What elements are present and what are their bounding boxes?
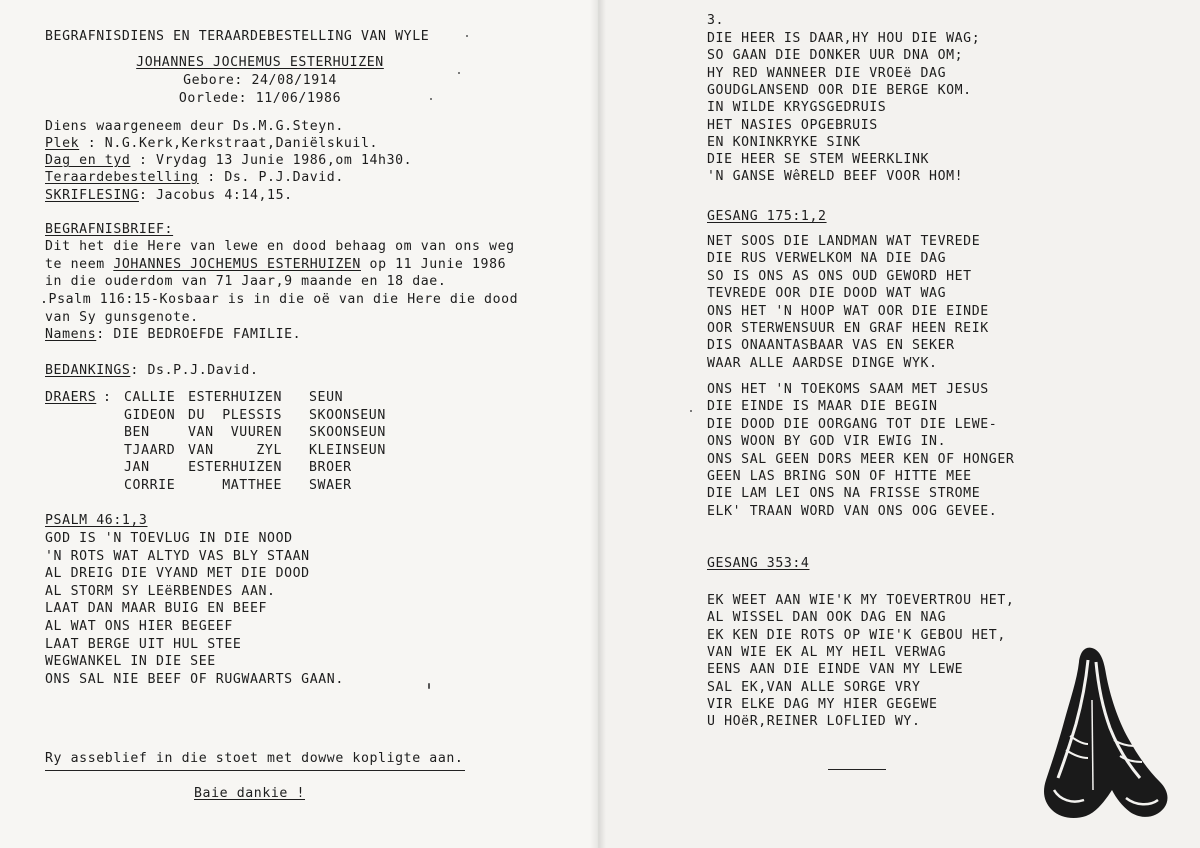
letter-label: BEGRAFNISBRIEF:	[45, 222, 174, 237]
psalm-line: LAAT BERGE UIT HUL STEE	[45, 636, 242, 652]
hymn3-line: U HOëR,REINER LOFLIED WY.	[707, 714, 921, 730]
speck	[428, 683, 430, 689]
hymn2-verse1-line: WAAR ALLE AARDSE DINGE WYK.	[707, 355, 938, 371]
hymn2-verse2-line: ONS HET 'N TOEKOMS SAAM MET JESUS	[707, 382, 989, 397]
letter-line-5: van Sy gunsgenote.	[45, 310, 199, 325]
hymn1-line: EN KONINKRYKE SINK	[707, 134, 861, 150]
footer-rule	[45, 770, 465, 771]
datetime-value: : Vrydag 13 Junie 1986,om 14h30.	[130, 153, 413, 168]
deceased-name: JOHANNES JOCHEMUS ESTERHUIZEN	[136, 55, 384, 70]
bearer-mid: VAN	[188, 425, 214, 440]
praying-hands-icon	[1030, 640, 1175, 825]
hymn2-verse2-line: ELK' TRAAN WORD VAN ONS OOG GEVEE.	[707, 503, 998, 519]
bearer-surname: ESTERHUIZEN	[188, 460, 282, 475]
hymn2-verse1-line: OOR STERWENSUUR EN GRAF HEEN REIK	[707, 321, 989, 336]
reading-label: SKRIFLESING	[45, 188, 139, 203]
hymn1-line: DIE HEER IS DAAR,HY HOU DIE WAG;	[707, 31, 981, 46]
hymn1-number: 3.	[707, 13, 725, 28]
reading-line	[45, 187, 293, 205]
bearer-relation: SEUN	[309, 390, 344, 405]
bearer-surname: MATTHEE	[222, 477, 282, 493]
thanks-label: BEDANKINGS	[45, 363, 131, 378]
reading-value: : Jacobus 4:14,15.	[138, 188, 293, 203]
bearer-mid: DU	[188, 407, 206, 423]
speck	[466, 35, 468, 37]
letter-line-2-pre: te neem	[45, 257, 114, 272]
burial-value: : Ds. P.J.David.	[198, 170, 344, 185]
letter-line-3: in die ouderdom van 71 Jaar,9 maande en 18 dae.	[45, 274, 447, 289]
thanks-line	[45, 362, 259, 380]
datetime-line	[45, 152, 412, 170]
letter-line-2	[45, 256, 506, 274]
bearer-surname: PLESSIS	[222, 407, 282, 423]
bearer-mid: VAN	[188, 442, 214, 458]
thank-you: Baie dankie !	[194, 786, 306, 801]
hymn2-verse1-line: NET SOOS DIE LANDMAN WAT TEVREDE	[707, 234, 981, 249]
hymn3-line: VAN WIE EK AL MY HEIL VERWAG	[707, 644, 947, 660]
hymn2-verse1-line: TEVREDE OOR DIE DOOD WAT WAG	[707, 286, 947, 302]
hymn1-line: IN WILDE KRYGSGEDRUIS	[707, 100, 887, 116]
hymn2-verse2-line: GEEN LAS BRING SON OF HITTE MEE	[707, 469, 972, 484]
bearer-first: CORRIE	[124, 477, 176, 493]
hymn2-verse1-line: DIE RUS VERWELKOM NA DIE DAG	[707, 251, 947, 267]
psalm-line: GOD IS 'N TOEVLUG IN DIE NOOD	[45, 531, 293, 546]
speck	[458, 72, 460, 74]
service-heading: BEGRAFNISDIENS EN TERAARDEBESTELLING VAN WYLE	[45, 29, 430, 44]
bearers-colon: :	[103, 390, 112, 405]
psalm-title: PSALM 46:1,3	[45, 513, 148, 528]
place-line	[45, 135, 378, 153]
bearer-first: CALLIE	[124, 390, 176, 405]
hymn2-verse1-line: ONS HET 'N HOOP WAT OOR DIE EINDE	[707, 303, 989, 319]
letter-line-4: .Psalm 116:15-Kosbaar is in die oë van die Here die dood	[40, 292, 519, 307]
letter-line-2-post: op 11 Junie 1986	[360, 257, 507, 272]
hymn3-line: SAL EK,VAN ALLE SORGE VRY	[707, 679, 921, 695]
hymn1-line: DIE HEER SE STEM WEERKLINK	[707, 152, 930, 168]
hymn3-line: VIR ELKE DAG MY HIER GEGEWE	[707, 696, 938, 712]
hymn2-verse2-line: DIE LAM LEI ONS NA FRISSE STROME	[707, 486, 981, 502]
hymn1-line: GOUDGLANSEND OOR DIE BERGE KOM.	[707, 82, 972, 98]
psalm-line: 'N ROTS WAT ALTYD VAS BLY STAAN	[45, 548, 310, 564]
letter-line-2-name: JOHANNES JOCHEMUS ESTERHUIZEN	[113, 257, 361, 272]
bearer-surname: VUUREN	[230, 425, 282, 440]
burial-line	[45, 169, 344, 187]
bearer-relation: SWAER	[309, 477, 352, 493]
names-line	[45, 326, 301, 344]
birth-date: Gebore: 24/08/1914	[183, 73, 337, 88]
burial-label: Teraardebestelling	[45, 170, 199, 185]
hymn1-line: HET NASIES OPGEBRUIS	[707, 117, 878, 133]
bearer-first: TJAARD	[124, 442, 176, 458]
bearer-relation: BROER	[309, 460, 352, 475]
thanks-value: : Ds.P.J.David.	[130, 363, 259, 378]
hymn2-title: GESANG 175:1,2	[707, 209, 827, 224]
names-label: Namens	[45, 327, 97, 342]
hymn3-line: EK WEET AAN WIE'K MY TOEVERTROU HET,	[707, 593, 1015, 608]
hymn2-verse2-line: DIE DOOD DIE OORGANG TOT DIE LEWE-	[707, 416, 998, 432]
bearer-relation: KLEINSEUN	[309, 442, 386, 458]
bearers-label: DRAERS	[45, 390, 97, 405]
psalm-line: ONS SAL NIE BEEF OF RUGWAARTS GAAN.	[45, 671, 344, 687]
hymn2-verse2-line: ONS WOON BY GOD VIR EWIG IN.	[707, 434, 947, 450]
place-label: Plek	[45, 136, 80, 151]
psalm-line: LAAT DAN MAAR BUIG EN BEEF	[45, 601, 268, 617]
hymn1-line: 'N GANSE WêRELD BEEF VOOR HOM!	[707, 169, 964, 185]
speck	[690, 410, 692, 412]
procession-request: Ry asseblief in die stoet met dowwe kopligte aan.	[45, 751, 464, 766]
hymn3-title: GESANG 353:4	[707, 556, 810, 571]
hymn1-line: HY RED WANNEER DIE VROEë DAG	[707, 65, 947, 81]
closing-rule	[828, 769, 886, 770]
hymn3-line: EENS AAN DIE EINDE VAN MY LEWE	[707, 662, 964, 678]
hymn2-verse2-line: ONS SAL GEEN DORS MEER KEN OF HONGER	[707, 451, 1015, 467]
psalm-line: AL WAT ONS HIER BEGEEF	[45, 619, 233, 634]
letter-line-1: Dit het die Here van lewe en dood behaag om van ons weg	[45, 239, 515, 254]
psalm-line: WEGWANKEL IN DIE SEE	[45, 654, 216, 670]
bearer-surname: ESTERHUIZEN	[188, 390, 282, 405]
hymn2-verse1-line: DIS ONAANTASBAAR VAS EN SEKER	[707, 338, 955, 354]
hymn2-verse1-line: SO IS ONS AS ONS OUD GEWORD HET	[707, 268, 972, 284]
bearer-first: BEN	[124, 425, 150, 440]
names-value: : DIE BEDROEFDE FAMILIE.	[96, 327, 302, 342]
conducted-by: Diens waargeneem deur Ds.M.G.Steyn.	[45, 119, 344, 134]
death-date: Oorlede: 11/06/1986	[178, 91, 342, 106]
datetime-label: Dag en tyd	[45, 153, 131, 168]
hymn2-verse2-line: DIE EINDE IS MAAR DIE BEGIN	[707, 399, 938, 415]
bearer-first: GIDEON	[124, 407, 176, 423]
psalm-line: AL DREIG DIE VYAND MET DIE DOOD	[45, 566, 310, 582]
place-value: : N.G.Kerk,Kerkstraat,Daniëlskuil.	[79, 136, 379, 151]
hymn3-line: AL WISSEL DAN OOK DAG EN NAG	[707, 610, 947, 626]
bearer-relation: SKOONSEUN	[309, 407, 386, 423]
speck	[430, 98, 432, 100]
page-fold	[590, 0, 606, 848]
psalm-line: AL STORM SY LEëRBENDES AAN.	[45, 583, 276, 599]
bearer-first: JAN	[124, 460, 150, 475]
hymn3-line: EK KEN DIE ROTS OP WIE'K GEBOU HET,	[707, 627, 1006, 643]
bearer-surname: ZYL	[256, 442, 282, 458]
hymn1-line: SO GAAN DIE DONKER UUR DNA OM;	[707, 48, 964, 64]
bearer-relation: SKOONSEUN	[309, 425, 386, 440]
